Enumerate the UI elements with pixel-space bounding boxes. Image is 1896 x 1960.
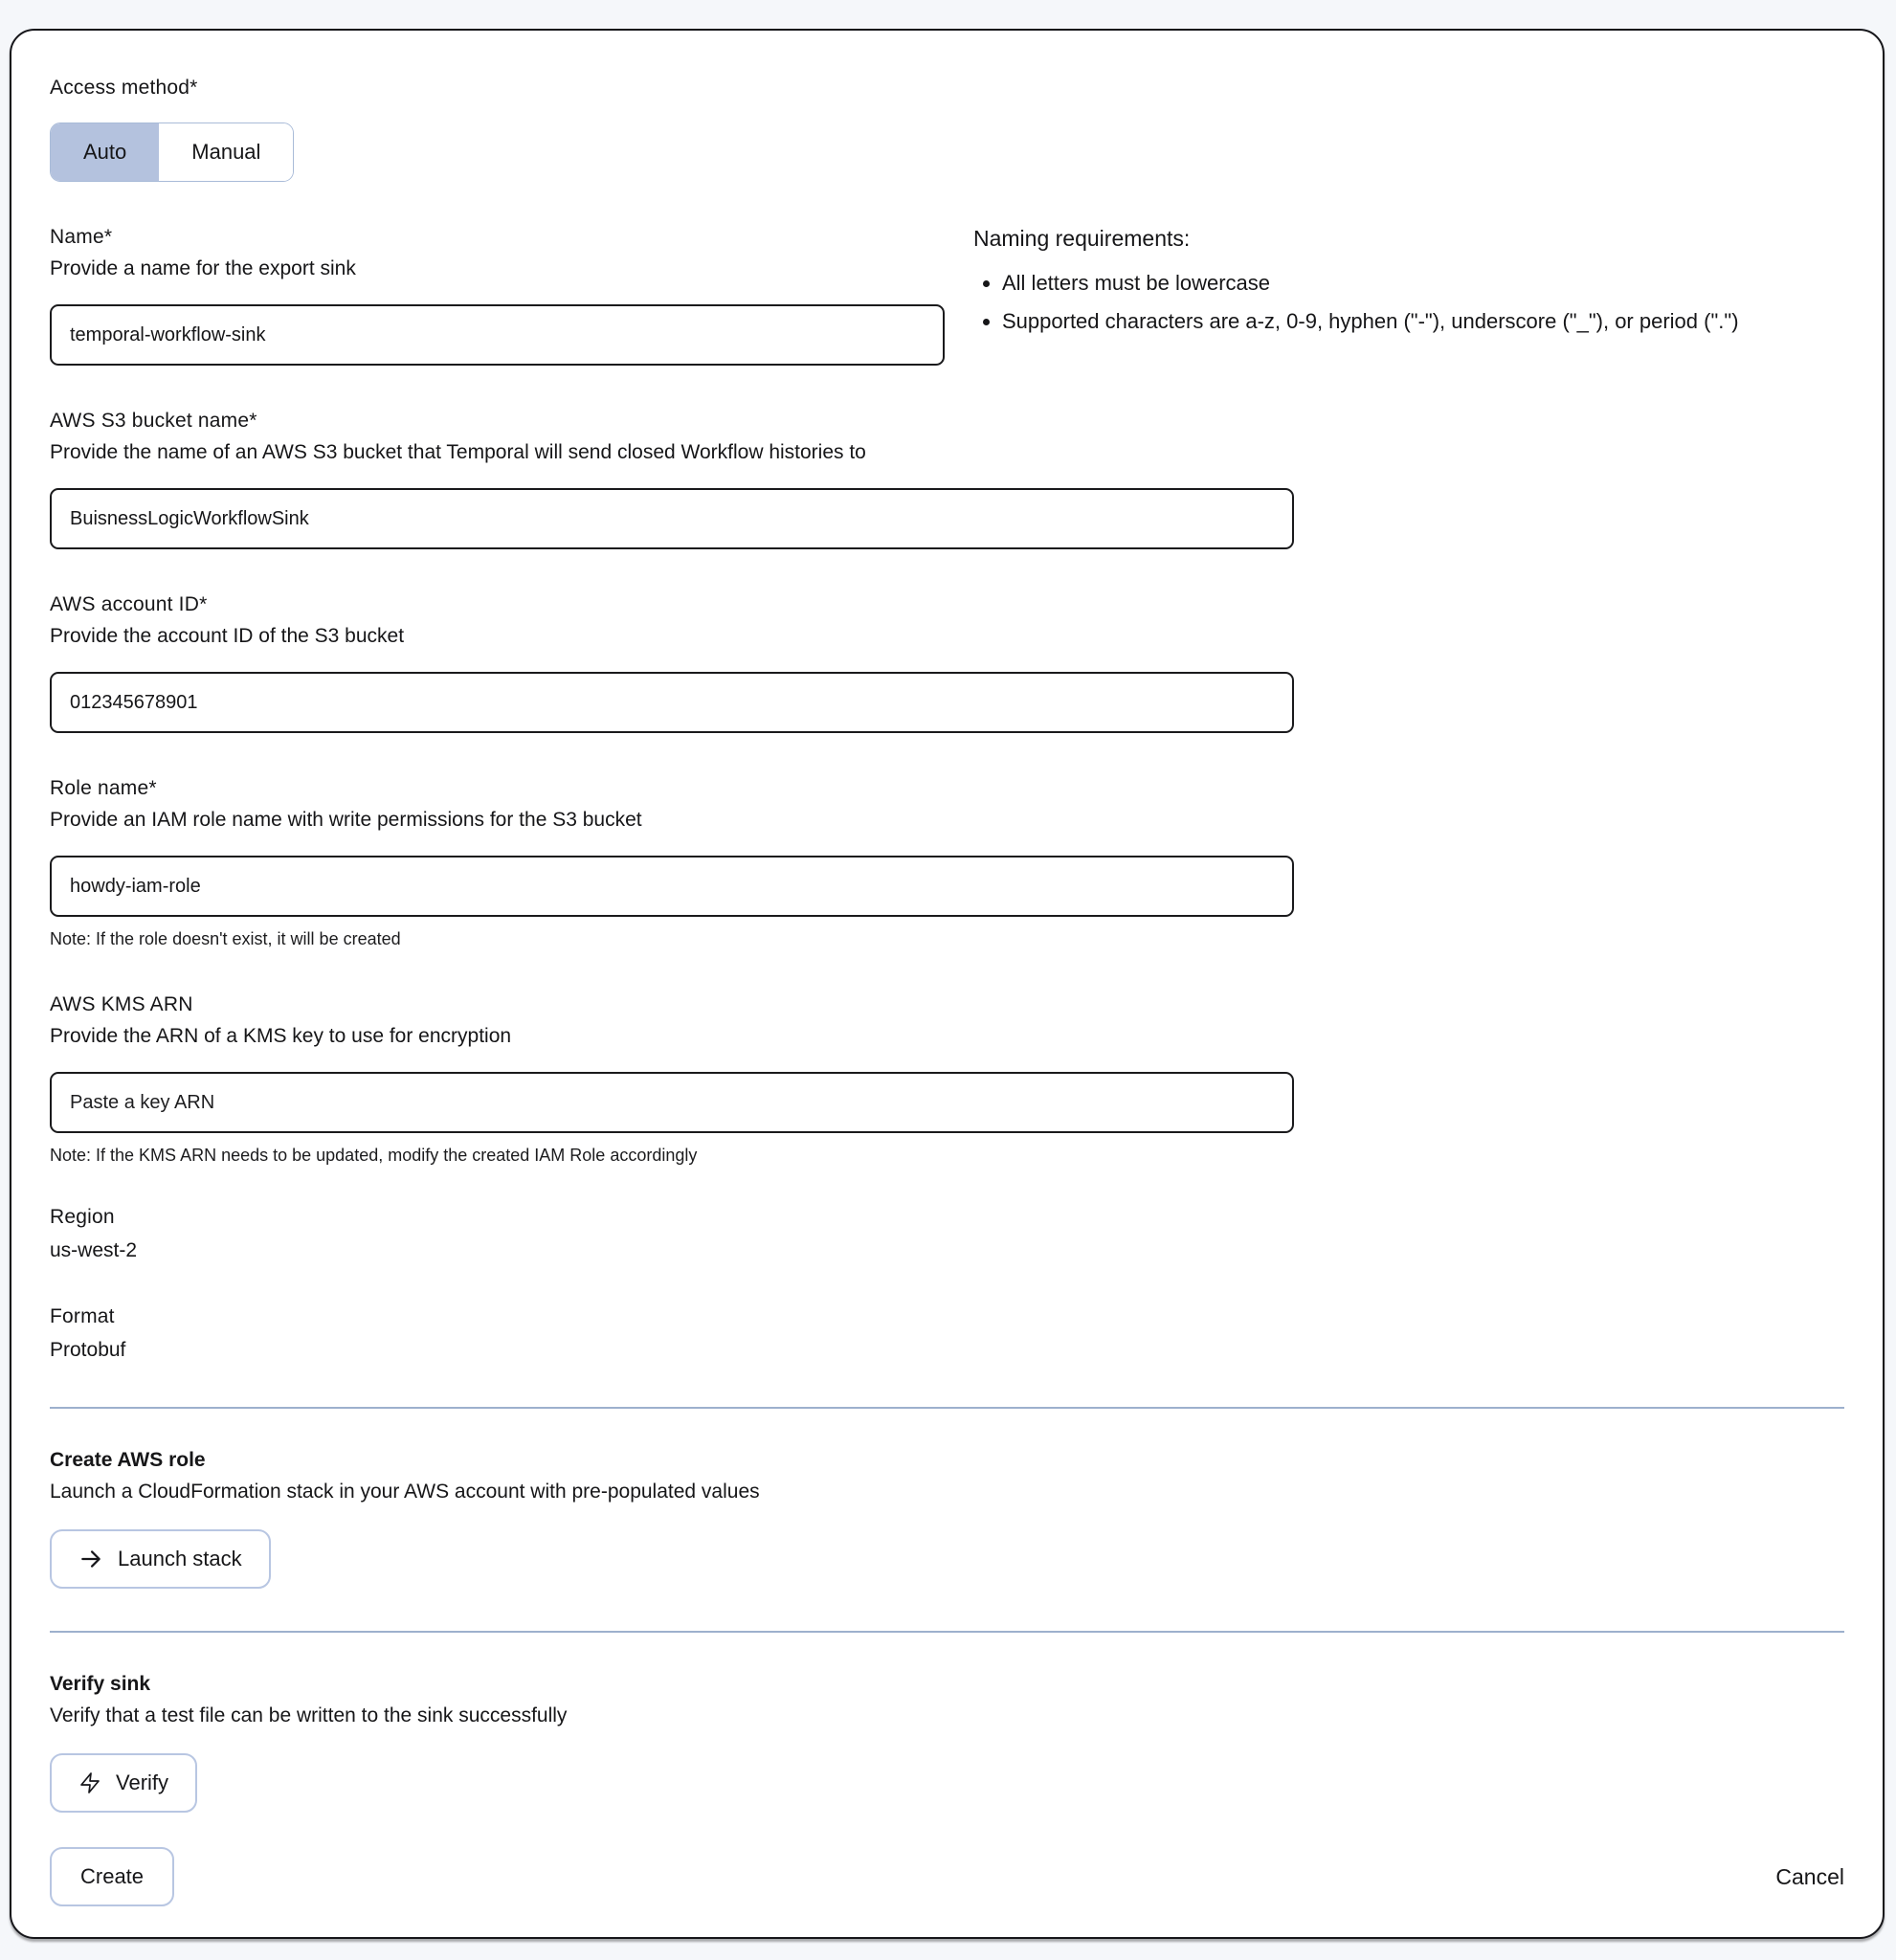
section-divider — [50, 1631, 1844, 1633]
naming-requirements-title: Naming requirements: — [973, 226, 1191, 251]
launch-stack-button-label: Launch stack — [118, 1547, 242, 1570]
verify-sink-section — [50, 1671, 1844, 1813]
arrow-right-icon — [78, 1547, 103, 1571]
kms-arn-section — [50, 991, 1844, 1166]
region-value: us-west-2 — [50, 1239, 138, 1261]
access-method-option-auto[interactable]: Auto — [51, 123, 159, 181]
create-aws-role-title: Create AWS role — [50, 1449, 206, 1471]
role-name-section — [50, 775, 1844, 949]
cancel-button[interactable]: Cancel — [1775, 1863, 1844, 1889]
create-aws-role-section — [50, 1447, 1844, 1589]
export-sink-form-card — [10, 29, 1885, 1939]
name-description: Provide a name for the export sink — [50, 257, 356, 279]
kms-arn-label: AWS KMS ARN — [50, 993, 193, 1015]
format-label: Format — [50, 1305, 115, 1327]
name-label: Name* — [50, 226, 113, 248]
verify-sink-title: Verify sink — [50, 1673, 151, 1695]
format-value: Protobuf — [50, 1339, 126, 1361]
launch-stack-button[interactable] — [50, 1529, 271, 1589]
naming-requirement-item: • Supported characters are a-z, 0-9, hyphen ("-"), underscore ("_"), or period (".") — [1002, 306, 1768, 337]
access-method-label: Access method* — [50, 77, 198, 99]
access-method-toggle — [50, 122, 294, 182]
kms-arn-note: Note: If the KMS ARN needs to be updated, modify the created IAM Role accordingly — [50, 1146, 698, 1165]
format-section — [50, 1303, 1844, 1365]
kms-arn-description: Provide the ARN of a KMS key to use for encryption — [50, 1025, 512, 1047]
name-section — [50, 224, 1844, 366]
role-name-input[interactable] — [50, 856, 1294, 917]
create-button[interactable]: Create — [50, 1847, 174, 1906]
role-name-description: Provide an IAM role name with write permissions for the S3 bucket — [50, 809, 642, 831]
kms-arn-input[interactable] — [50, 1072, 1294, 1133]
access-method-section — [50, 75, 1844, 182]
verify-button[interactable] — [50, 1753, 197, 1813]
s3-bucket-label: AWS S3 bucket name* — [50, 410, 257, 432]
account-id-description: Provide the account ID of the S3 bucket — [50, 625, 405, 647]
account-id-label: AWS account ID* — [50, 593, 208, 615]
role-name-note: Note: If the role doesn't exist, it will be created — [50, 929, 401, 948]
account-id-input[interactable] — [50, 672, 1294, 733]
create-aws-role-description: Launch a CloudFormation stack in your AWS account with pre-populated values — [50, 1481, 760, 1503]
lightning-icon — [78, 1771, 101, 1794]
s3-bucket-input[interactable] — [50, 488, 1294, 549]
naming-requirements — [973, 224, 1768, 345]
s3-bucket-section — [50, 408, 1844, 549]
access-method-option-manual[interactable]: Manual — [159, 123, 293, 181]
form-footer — [50, 1847, 1844, 1906]
account-id-section — [50, 591, 1844, 733]
naming-requirements-list — [973, 268, 1768, 337]
verify-button-label: Verify — [116, 1771, 169, 1794]
s3-bucket-description: Provide the name of an AWS S3 bucket that Temporal will send closed Workflow histories to — [50, 441, 866, 463]
verify-sink-description: Verify that a test file can be written to the sink successfully — [50, 1704, 568, 1726]
naming-requirement-item: • All letters must be lowercase — [1002, 268, 1768, 299]
role-name-label: Role name* — [50, 777, 157, 799]
region-label: Region — [50, 1206, 115, 1228]
region-section — [50, 1204, 1844, 1265]
section-divider — [50, 1407, 1844, 1409]
name-input[interactable] — [50, 304, 945, 366]
